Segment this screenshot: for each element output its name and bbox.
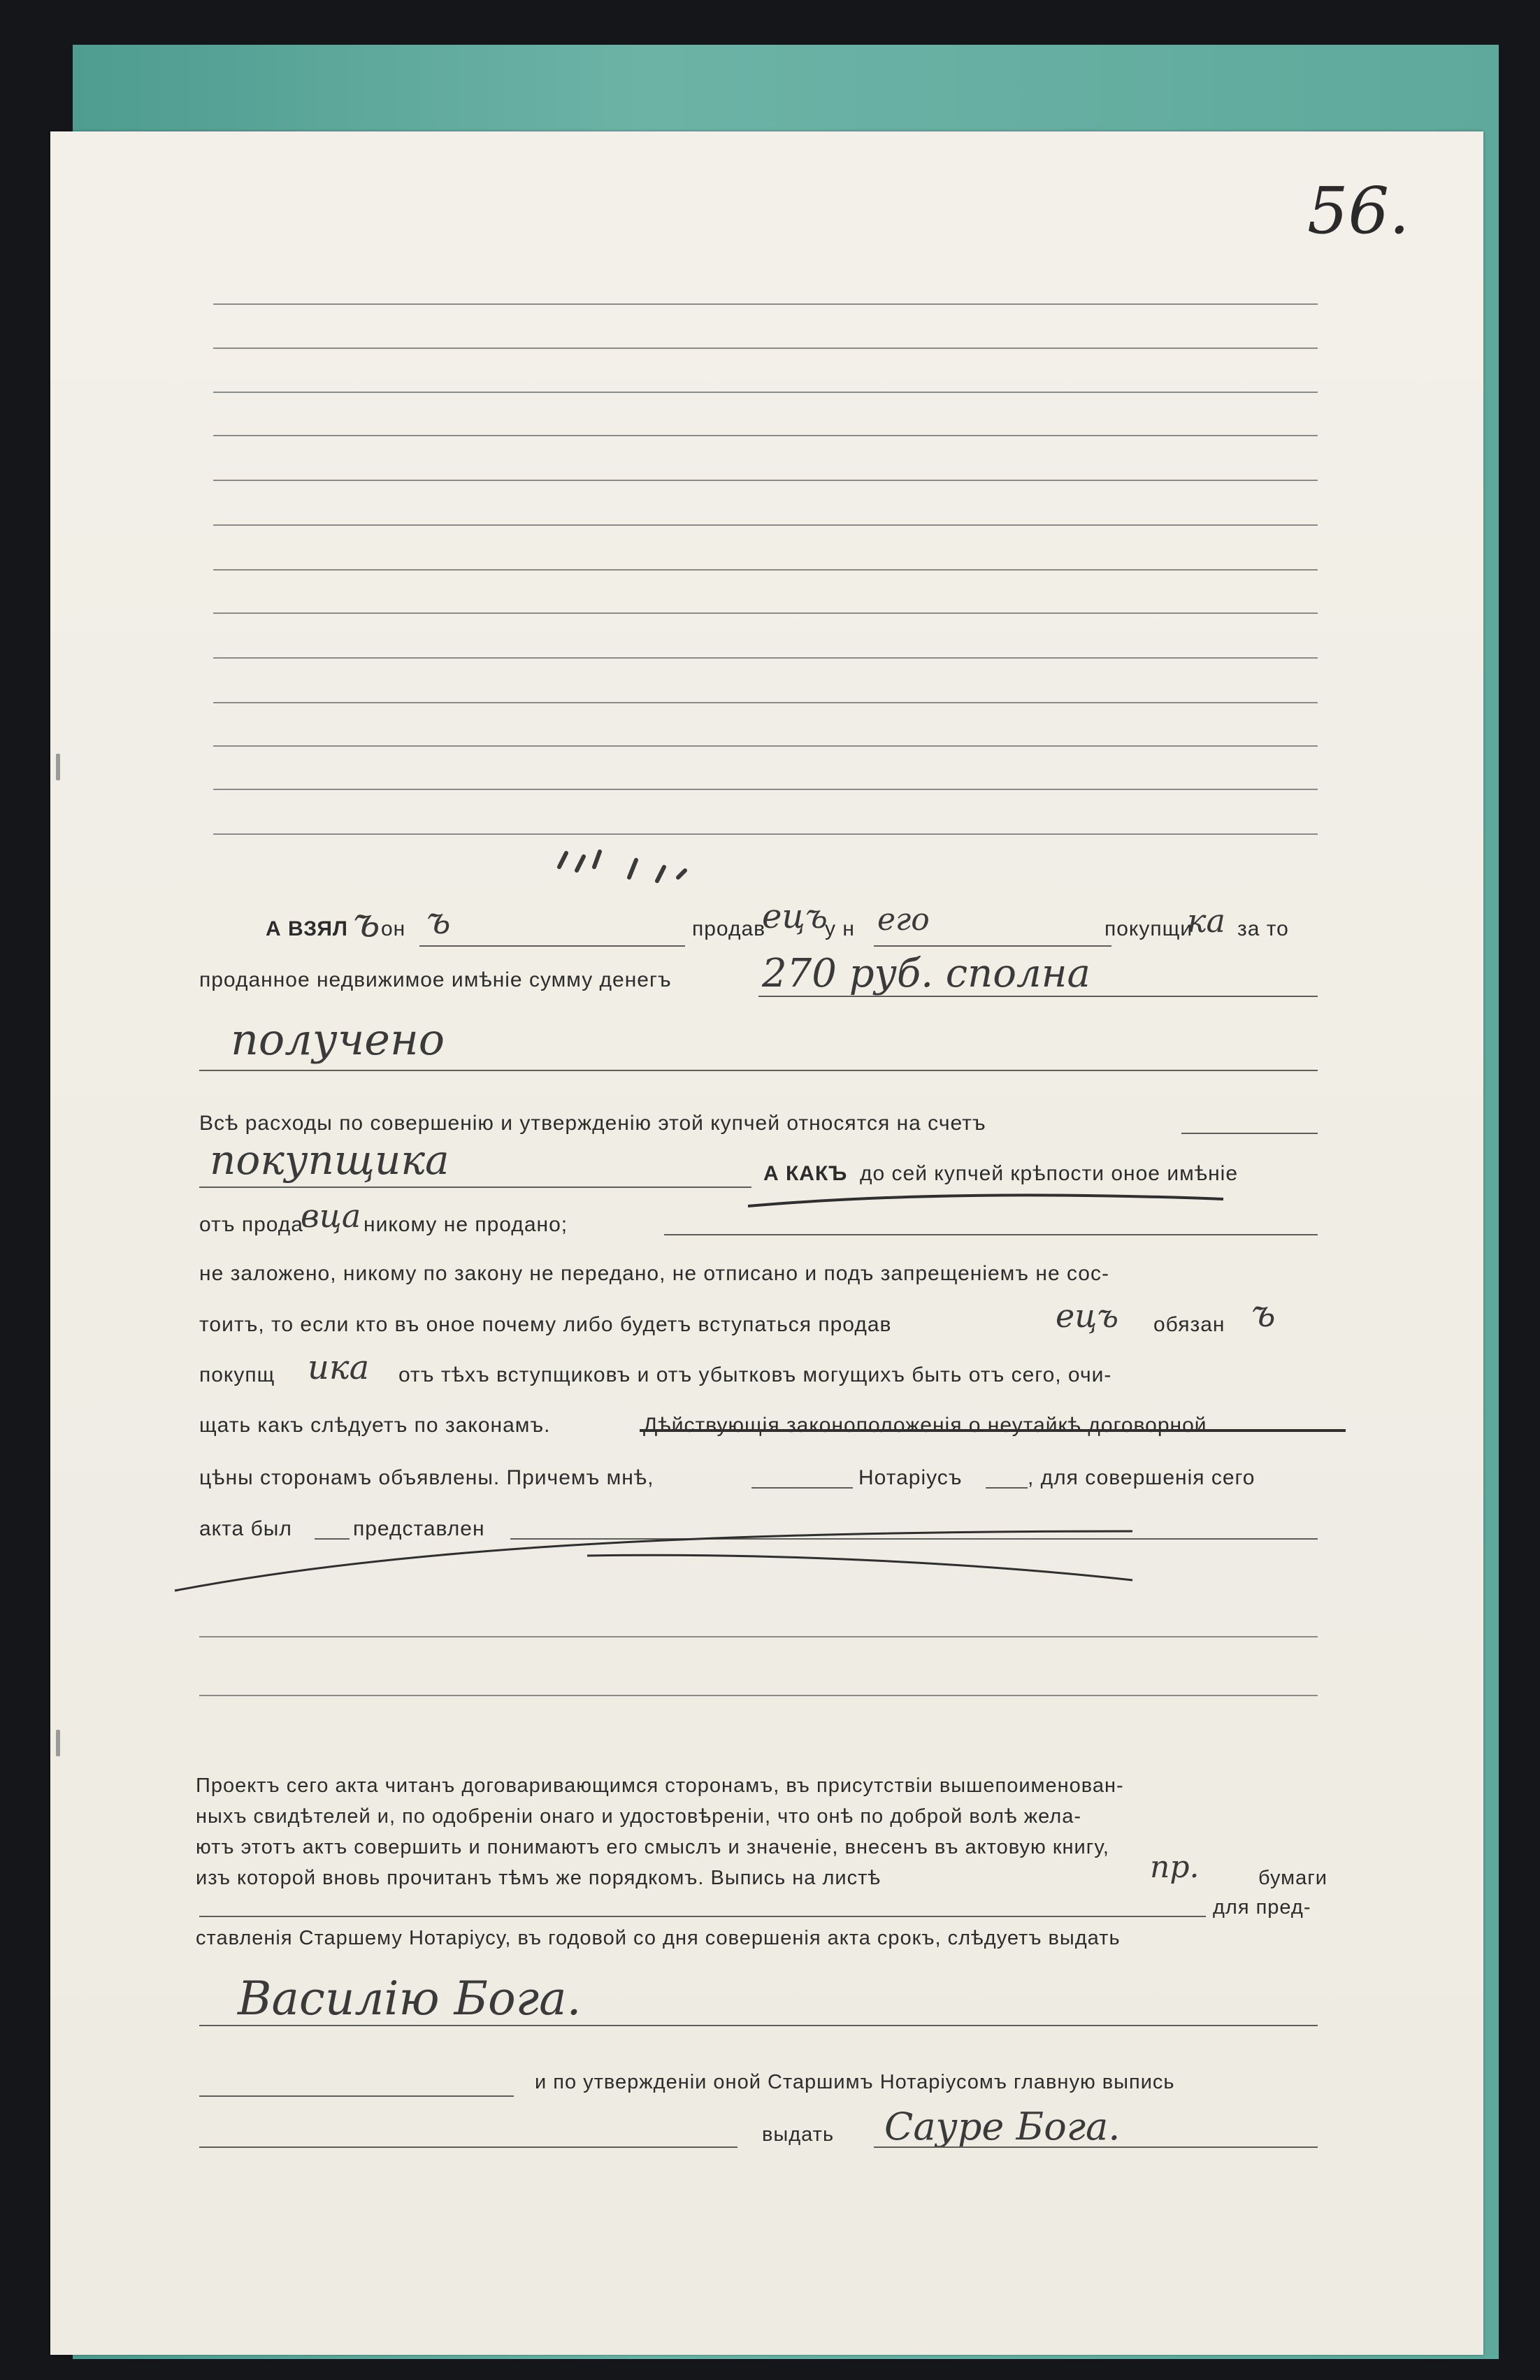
line12-text-b: представлен [353,1517,485,1540]
hw-prodav: ецъ [762,897,828,936]
staple-top [56,754,60,780]
hw-line9: ика [308,1348,370,1387]
line11-text-c: , для совершенія сего [1028,1466,1255,1489]
blank-line [199,2025,1318,2026]
blank-line [199,2095,514,2097]
ruled-line [199,1636,1318,1637]
line9-text-a: покупщ [199,1363,275,1386]
strikethrough-line [640,1429,1346,1432]
line8-text-a: тоитъ, то если кто въ оное почему либо будетъ вступаться продав [199,1313,892,1336]
blank-line [874,945,1111,947]
ruled-line [213,435,1318,436]
project-line-8: и по утвержденіи оной Старшимъ Нотаріусомъ главную выпись [535,2071,1175,2093]
ink-marks [552,839,713,888]
ruled-line [213,347,1318,349]
ruled-line [213,480,1318,481]
hw-line6: вца [301,1197,361,1235]
line6-text-b: никому не продано; [364,1213,568,1236]
ruled-line [213,303,1318,305]
label-prodav: продав [692,917,766,940]
hw-a-vzyal: ъ [353,898,380,946]
ruled-line [213,392,1318,393]
line10-text-b: Дѣйствующія законоположенія о неутайкѣ договорной [643,1414,1207,1437]
hw-on: ъ [426,901,451,942]
project-line-4a: изъ которой вновь прочитанъ тѣмъ же порядкомъ. Выпись на листѣ [196,1867,881,1889]
blank-line [664,1234,1318,1235]
ruled-line [213,745,1318,747]
line7-text: не заложено, никому по закону не передано, не отписано и подъ запрещеніемъ не сос- [199,1262,1109,1285]
page-number: 56. [1307,173,1410,248]
line11-text-a: цѣны сторонамъ объявлены. Причемъ мнѣ, [199,1466,654,1489]
line-sum-text: проданное недвижимое имѣніе сумму денегъ [199,968,672,991]
blank-line [1181,1133,1318,1134]
project-line-4b: бумаги [1258,1867,1327,1889]
ruled-line [213,569,1318,571]
hw-u-n: его [877,902,930,938]
ruled-line [213,833,1318,835]
staple-bottom [56,1730,60,1756]
hw-sum: 270 руб. сполна [762,951,1091,996]
ruled-line [213,524,1318,526]
line12-text-a: акта был [199,1517,292,1540]
line9-text-b: отъ тѣхъ вступщиковъ и отъ убытковъ могущихъ быть отъ сего, очи- [398,1363,1112,1386]
hw-line8: ецъ [1056,1297,1118,1335]
blank-line [199,2146,737,2148]
blank-line [199,1070,1318,1071]
label-u-n: у н [825,917,855,940]
project-line-3: ютъ этотъ актъ совершить и понимаютъ его смыслъ и значеніе, внесенъ въ актовую книгу, [196,1836,1109,1858]
line8-text-b: обязан [1153,1313,1225,1336]
expenses-text-2: до сей купчей крѣпости оное имѣніе [860,1162,1239,1185]
blank-line [986,1487,1028,1489]
hw-sheet: пр. [1150,1849,1200,1885]
label-a-kak: А КАКЪ [763,1162,848,1185]
blank-line [419,945,685,947]
ruled-line [199,1695,1318,1696]
blank-line [199,1187,751,1188]
blank-line [758,996,1318,997]
project-line-6: ставленія Старшему Нотаріусу, въ годовой со дня совершенія акта срокъ, слѣдуетъ выдать [196,1927,1121,1949]
project-line-2: ныхъ свидѣтелей и, по одобреніи онаго и удостовѣреніи, что онѣ по доброй волѣ жела- [196,1805,1082,1828]
project-line-5: для пред- [1213,1896,1311,1919]
label-za-to: за то [1237,917,1289,940]
blank-line [874,2146,1318,2148]
hw-main-issue: Сауре Бога. [884,2105,1121,2149]
ruled-line [213,789,1318,790]
hw-line8-2: ъ [1251,1293,1276,1335]
label-on: он [381,917,406,940]
blank-line [199,1916,1206,1917]
project-line-1: Проектъ сего акта читанъ договаривающимся сторонамъ, въ присутствіи вышепоименован- [196,1775,1124,1797]
hw-account: покупщика [210,1136,449,1184]
label-a-vzyal: А ВЗЯЛ [266,917,348,940]
ink-flourish [168,1524,1146,1601]
hw-pokupshch: ка [1187,902,1225,940]
hw-issue-to: Василію Бога. [238,1972,582,2026]
label-pokupshch: покупщи [1104,917,1193,940]
hw-received: получено [231,1014,445,1065]
project-line-9a: выдать [762,2123,835,2146]
expenses-text: Всѣ расходы по совершенію и утвержденію этой купчей относятся на счетъ [199,1112,986,1135]
blank-line [751,1487,853,1489]
ruled-line [213,702,1318,703]
line6-text-a: отъ прода [199,1213,303,1236]
ink-underline [741,1185,1230,1213]
ruled-line [213,657,1318,659]
line10-text-a: щать какъ слѣдуетъ по законамъ. [199,1414,551,1437]
line11-text-b: Нотаріусъ [858,1466,963,1489]
ruled-line [213,612,1318,614]
